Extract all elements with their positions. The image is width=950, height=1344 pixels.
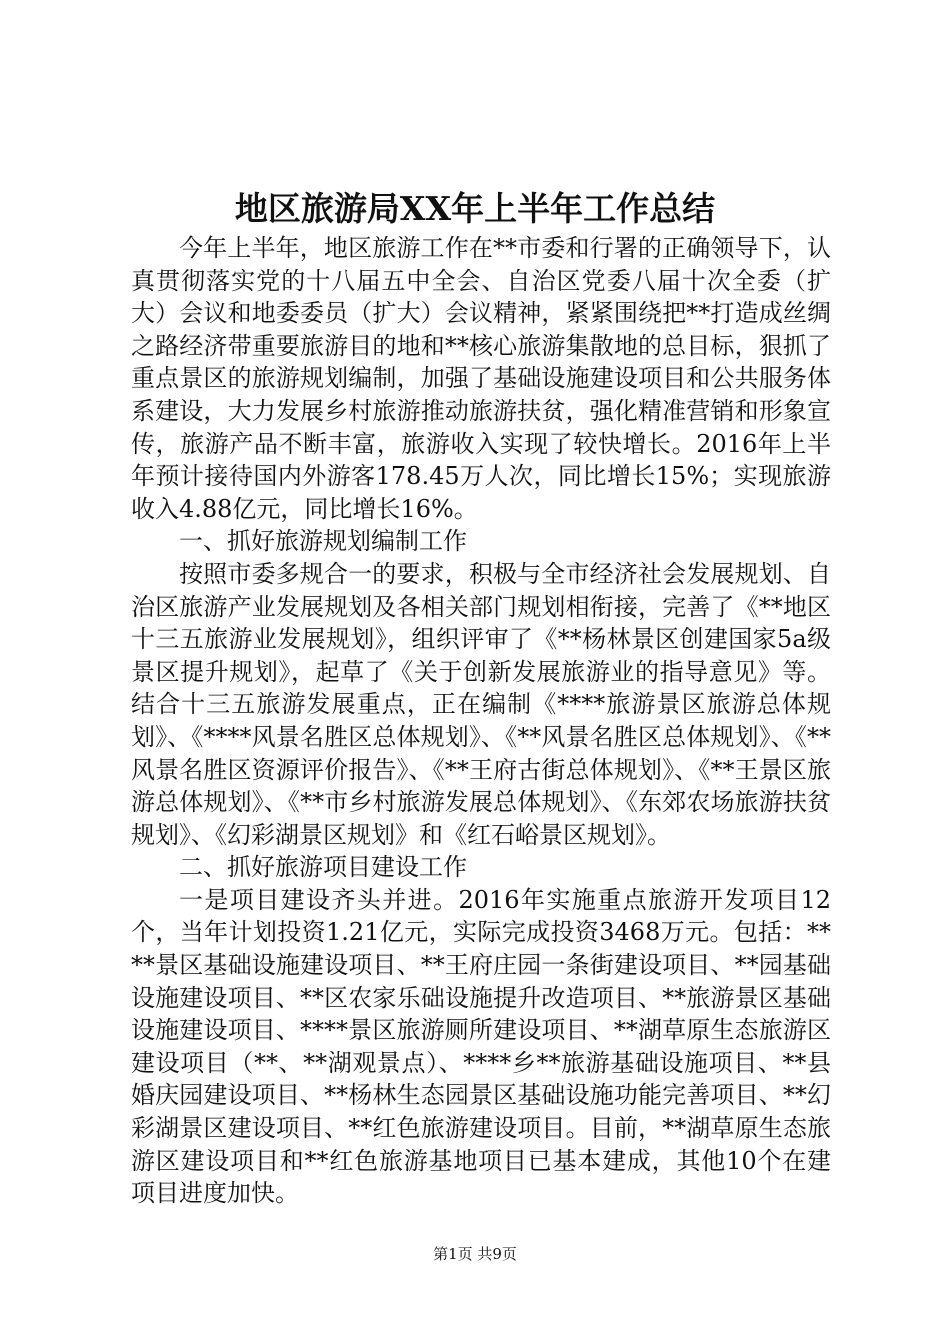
document-title: 地区旅游局XX年上半年工作总结 [234, 189, 716, 228]
paragraph-projects: 一是项目建设齐头并进。2016年实施重点旅游开发项目12个，当年计划投资1.21亿元，实际完成投资3468万元。包括：****景区基础设施建设项目、**王府庄园一条街建设项目、**园基础设施建设项目、**区农家乐础设施提升改造项目、**旅游景区基础设施建设项目、****景区旅游厕所建设项目、**湖草原生态旅游区建设项目（**、**湖观景点）、****乡**旅游基础设施项目、**县婚庆园建设项目、**杨林生态园景区基础设施功能完善项目、**幻彩湖景区建设项目、**红色旅游建设项目。目前，**湖草原生态旅游区建设项目和**红色旅游基地项目已基本建成，其他10个在建项目进度加快。 [131, 885, 831, 1208]
page-footer: 第1页 共9页 [433, 1245, 517, 1263]
section-heading-planning: 一、抓好旅游规划编制工作 [179, 527, 467, 556]
paragraph-intro: 今年上半年，地区旅游工作在**市委和行署的正确领导下，认真贯彻落实党的十八届五中全会、自治区党委八届十次全委（扩大）会议和地委委员（扩大）会议精神，紧紧围绕把**打造成丝绸之路经济带重要旅游目的地和**核心旅游集散地的总目标，狠抓了重点景区的旅游规划编制，加强了基础设施建设项目和公共服务体系建设，大力发展乡村旅游推动旅游扶贫，强化精准营销和形象宣传，旅游产品不断丰富，旅游收入实现了较快增长。2016年上半年预计接待国内外游客178.45万人次，同比增长15%；实现旅游收入4.88亿元，同比增长16%。 [131, 234, 831, 523]
document-body [131, 232, 831, 1210]
paragraph-planning: 按照市委多规合一的要求，积极与全市经济社会发展规划、自治区旅游产业发展规划及各相关部门规划相衔接，完善了《**地区十三五旅游业发展规划》，组织评审了《**杨林景区创建国家5a级景区提升规划》，起草了《关于创新发展旅游业的指导意见》等。结合十三五旅游发展重点，正在编制《****旅游景区旅游总体规划》、《****风景名胜区总体规划》、《**风景名胜区总体规划》、《**风景名胜区资源评价报告》、《**王府古街总体规划》、《**王景区旅游总体规划》、《**市乡村旅游发展总体规划》、《东郊农场旅游扶贫规划》、《幻彩湖景区规划》和《红石峪景区规划》。 [131, 559, 831, 849]
section-heading-projects: 二、抓好旅游项目建设工作 [179, 853, 467, 882]
